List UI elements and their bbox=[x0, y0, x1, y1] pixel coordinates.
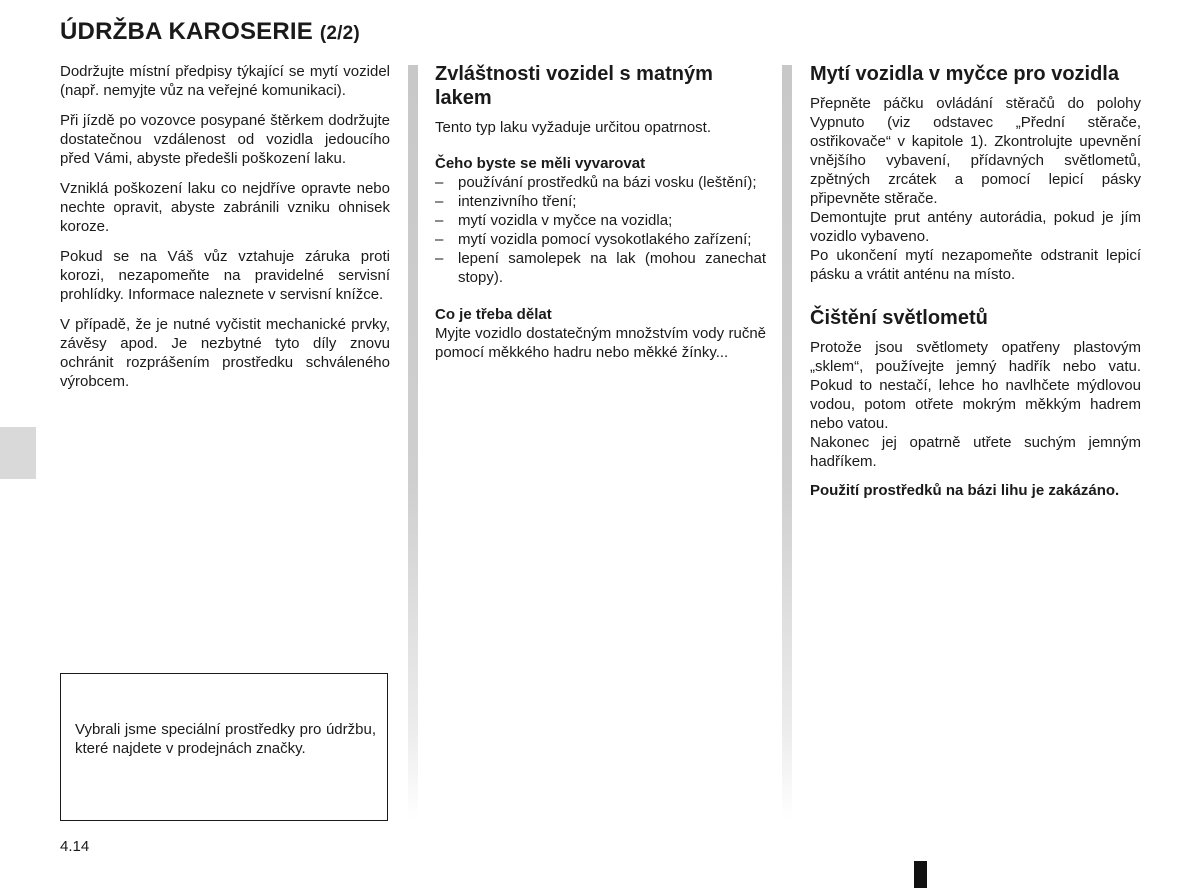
car-wash-line: Po ukončení mytí nezapomeňte odstranit lepicí pásku a vrátit anténu na místo. bbox=[810, 247, 1141, 283]
avoid-heading: Čeho byste se měli vyvarovat bbox=[435, 155, 646, 172]
list-item: – mytí vozidla v myčce na vozidla; bbox=[435, 211, 766, 230]
left-paragraph: Při jízdě po vozovce posypané štěrkem dodržujte dostatečnou vzdálenost od vozidla jedoucího před Vámi, abyste předešli poškození laku. bbox=[60, 112, 390, 167]
headlight-cleaning-text bbox=[810, 338, 1141, 471]
left-paragraph: V případě, že je nutné vyčistit mechanické prvky, závěsy apod. Je nezbytné tyto díly znovu ochránit rozprášením prostředku schváleného výrobcem. bbox=[60, 316, 390, 390]
headlight-line: Protože jsou světlomety opatřeny plastovým „sklem“, používejte jemný hadřík nebo vatu. Pokud to nestačí, lehce ho navlhčete mýdlovou vodou, potom otřete mokrým měkkým hadrem nebo vatou. bbox=[810, 339, 1141, 432]
left-paragraph: Pokud se na Váš vůz vztahuje záruka proti korozi, nezapomeňte na pravidelné servisní prohlídky. Informace naleznete v servisní knížce. bbox=[60, 248, 390, 303]
page-number: 4.14 bbox=[60, 838, 90, 855]
do-text: Myjte vozidlo dostatečným množstvím vody ručně pomocí měkkého hadru nebo měkké žínky... bbox=[435, 325, 766, 361]
column-divider-left bbox=[408, 65, 418, 820]
car-wash-line: Demontujte prut antény autorádia, pokud je jím vozidlo vybaveno. bbox=[810, 209, 1141, 245]
middle-column bbox=[435, 62, 766, 362]
note-box bbox=[60, 673, 388, 821]
headlight-cleaning-heading: Čištění světlometů bbox=[810, 307, 988, 329]
alcohol-warning: Použití prostředků na bázi lihu je zakázáno. bbox=[810, 482, 1120, 499]
left-paragraph: Dodržujte místní předpisy týkající se mytí vozidel (např. nemyjte vůz na veřejné komunikaci). bbox=[60, 63, 390, 99]
list-item: – mytí vozidla pomocí vysokotlakého zařízení; bbox=[435, 230, 766, 249]
note-text: Vybrali jsme speciální prostředky pro údržbu, které najdete v prodejnách značky. bbox=[75, 721, 376, 757]
avoid-list bbox=[435, 173, 766, 287]
left-column bbox=[60, 62, 390, 391]
right-column bbox=[810, 62, 1141, 500]
list-item: – používání prostředků na bázi vosku (leštění); bbox=[435, 173, 766, 192]
car-wash-text bbox=[810, 94, 1141, 284]
list-item: – intenzivního tření; bbox=[435, 192, 766, 211]
page-title bbox=[60, 18, 360, 46]
car-wash-heading: Mytí vozidla v myčce pro vozidla bbox=[810, 63, 1119, 85]
page-title-text: ÚDRŽBA KAROSERIE bbox=[60, 18, 313, 45]
matte-paint-intro: Tento typ laku vyžaduje určitou opatrnost. bbox=[435, 119, 711, 136]
do-heading: Co je třeba dělat bbox=[435, 306, 552, 323]
car-wash-line: Přepněte páčku ovládání stěračů do polohy Vypnuto (viz odstavec „Přední stěrače, ostřikovače“ v kapitole 1). Zkontrolujte upevnění vnějšího vybavení, přídavných světlometů, zpětných zrcátek a pomocí lepicí pásky připevněte stěrače. bbox=[810, 95, 1141, 207]
page-title-part: (2/2) bbox=[319, 23, 360, 44]
list-item: – lepení samolepek na lak (mohou zanechat stopy). bbox=[435, 249, 766, 287]
chapter-tab-marker bbox=[0, 427, 36, 479]
matte-paint-heading: Zvláštnosti vozidel s matným lakem bbox=[435, 63, 713, 109]
page-edge-mark bbox=[914, 861, 927, 888]
left-paragraph: Vzniklá poškození laku co nejdříve opravte nebo nechte opravit, abyste zabránili vzniku ohnisek koroze. bbox=[60, 180, 390, 235]
column-divider-right bbox=[782, 65, 792, 820]
headlight-line: Nakonec jej opatrně utřete suchým jemným hadříkem. bbox=[810, 434, 1141, 470]
